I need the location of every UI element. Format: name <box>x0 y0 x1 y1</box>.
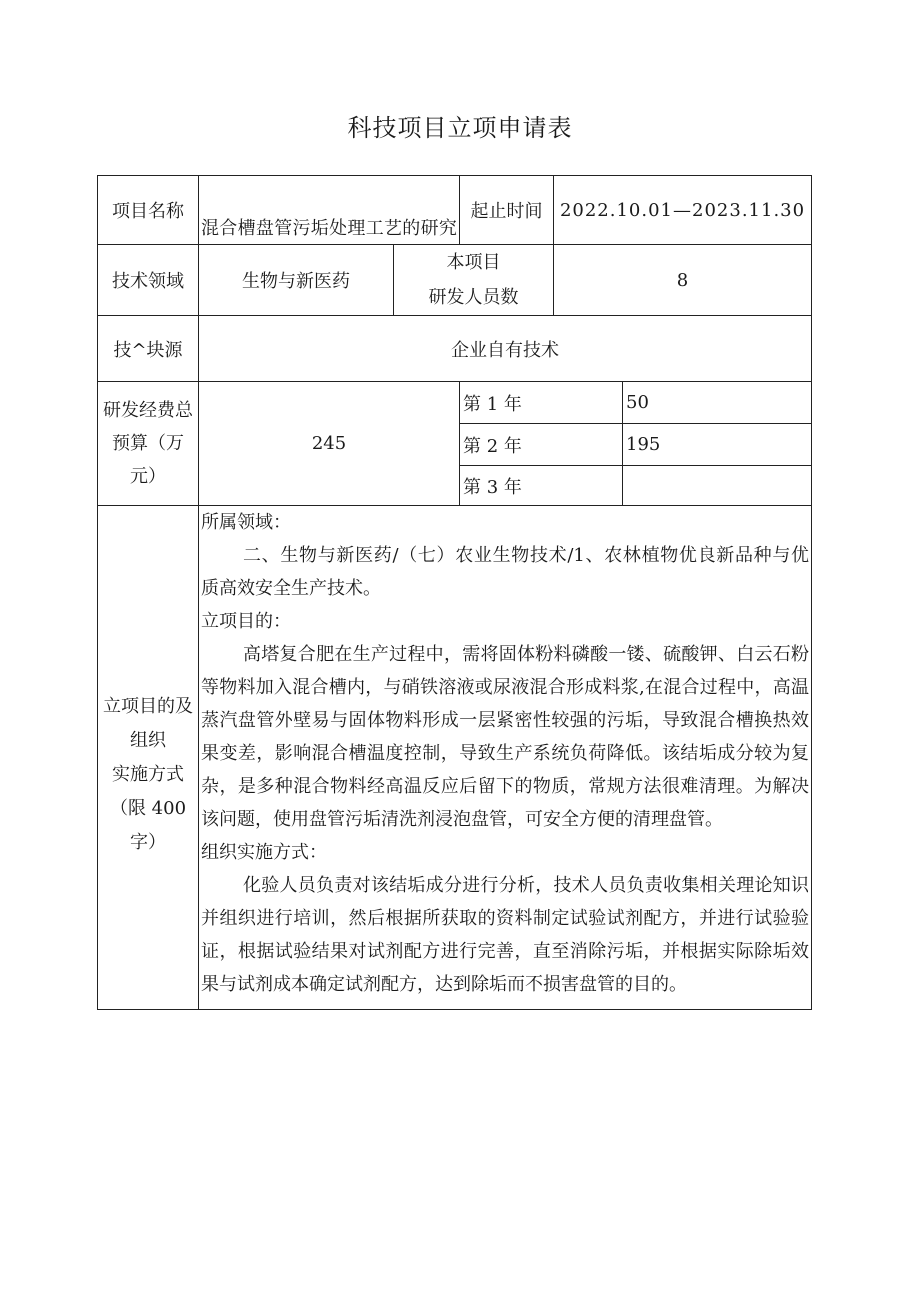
row-project-name <box>98 176 812 245</box>
budget-label-line: 研发经费总 <box>103 400 193 421</box>
period-cell <box>554 176 812 245</box>
paragraph-line: 二、生物与新医药/（七）农业生物技术/1、农林植物优良新品种与优 <box>243 545 810 566</box>
tech-source-label: 技^块源 <box>98 316 199 382</box>
budget-label-line: 元） <box>130 466 166 487</box>
purpose-label-line: 立项目的及 <box>103 695 193 717</box>
budget-label <box>98 382 199 506</box>
document-title: 科技项目立项申请表 <box>347 114 573 142</box>
budget-year-label: 第 1 年 <box>460 382 623 424</box>
project-name-cell <box>199 176 460 245</box>
tech-field-label: 技术领域 <box>98 245 199 316</box>
paragraph-line: 证，根据试验结果对试剂配方进行完善，直至消除污垢，并根据实际除垢效 <box>201 941 810 962</box>
paragraph-line: 果与试剂成本确定试剂配方，达到除垢而不损害盘管的目的。 <box>201 974 687 995</box>
row-purpose <box>98 506 812 1010</box>
section-heading-field: 所属领域： <box>201 512 291 533</box>
paragraph-line: 化验人员负责对该结垢成分进行分析，技术人员负责收集相关理论知识 <box>243 875 810 896</box>
staff-count-label-line: 本项目 <box>446 252 501 273</box>
row-tech-source <box>98 316 812 382</box>
paragraph-line: 蒸汽盘管外壁易与固体物料形成一层紧密性较强的污垢，导致混合槽换热效 <box>201 710 810 731</box>
paragraph-line: 等物料加入混合槽内，与硝铁溶液或尿液混合形成料浆,在混合过程中，高温 <box>201 677 810 698</box>
budget-label-line: 预算（万 <box>112 433 184 454</box>
paragraph-line: 高塔复合肥在生产过程中，需将固体粉料磷酸一镂、硫酸钾、白云石粉 <box>243 644 810 665</box>
staff-count-label <box>394 245 554 316</box>
budget-year-value: 50 <box>623 382 812 424</box>
project-name-value: 混合槽盘管污垢处理工艺的研究 <box>201 218 458 239</box>
paragraph-line: 杂，是多种混合物料经高温反应后留下的物质，常规方法很难清理。为解决 <box>201 776 810 797</box>
budget-year-label: 第 2 年 <box>460 424 623 466</box>
tech-source-value: 企业自有技术 <box>199 316 812 382</box>
period-label: 起止时间 <box>460 176 554 245</box>
budget-total-value: 245 <box>199 382 460 506</box>
purpose-content-cell <box>199 506 812 1010</box>
purpose-label-line: （限 400 <box>109 797 187 819</box>
purpose-content <box>199 506 811 1008</box>
staff-count-label-line: 研发人员数 <box>428 287 519 308</box>
budget-year-label: 第 3 年 <box>460 466 623 506</box>
paragraph-line: 并组织进行培训，然后根据所获取的资料制定试验试剂配方，并进行试验验 <box>201 908 810 929</box>
section-heading-implementation: 组织实施方式： <box>201 842 327 863</box>
paragraph-line: 果变差，影响混合槽温度控制，导致生产系统负荷降低。该结垢成分较为复 <box>201 743 810 764</box>
section-heading-purpose: 立项目的： <box>201 611 291 632</box>
purpose-label-line: 实施方式 <box>112 763 184 785</box>
period-value: 2022.10.01—2023.11.30 <box>559 199 806 221</box>
row-tech-field <box>98 245 812 316</box>
row-budget-year-1 <box>98 382 812 424</box>
budget-year-value: 195 <box>623 424 812 466</box>
staff-count-value: 8 <box>554 245 812 316</box>
paragraph-line: 质高效安全生产技术。 <box>201 578 381 599</box>
budget-year-value <box>623 466 812 506</box>
purpose-label <box>98 506 199 1010</box>
application-form-table <box>97 175 812 1010</box>
purpose-label-line: 字） <box>130 831 166 853</box>
tech-field-value: 生物与新医药 <box>199 245 394 316</box>
project-name-label: 项目名称 <box>98 176 199 245</box>
purpose-label-line: 组织 <box>130 729 166 751</box>
paragraph-line: 该问题，使用盘管污垢清洗剂浸泡盘管，可安全方便的清理盘管。 <box>201 809 723 830</box>
